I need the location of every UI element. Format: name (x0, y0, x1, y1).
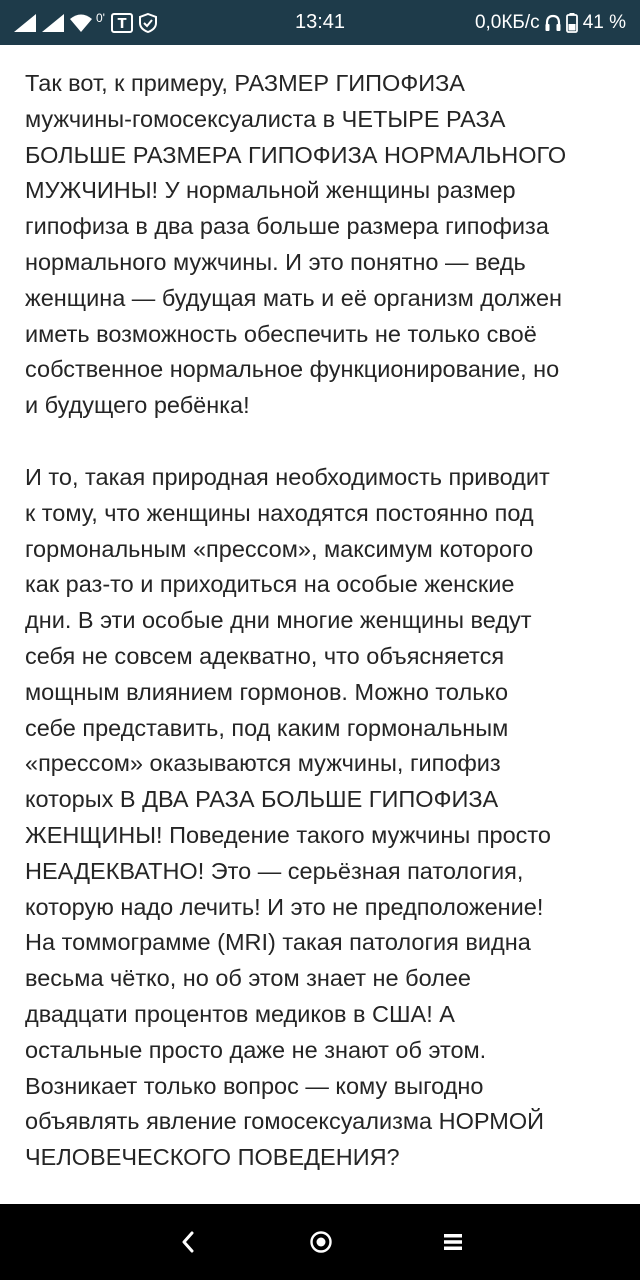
status-bar (0, 0, 640, 45)
battery-percent: 41 % (582, 11, 626, 33)
clock: 13:41 (294, 11, 346, 33)
recents-button[interactable] (423, 1204, 483, 1280)
article-paragraph: И то, такая природная необходимость приводит к тому, что женщины находятся постоянно под гормональным «прессом», максимум которого как раз-то и приходиться на особые женские дни. В эти особые дни многие женщины ведут себя не совсем адекватно, что объясняется мощным влиянием гормонов. Можно только себе представить, под каким гормональным «прессом» оказываются мужчины, гипофиз которых В ДВА РАЗА БОЛЬШЕ ГИПОФИЗА ЖЕНЩИНЫ! Поведение такого мужчины просто НЕАДЕКВАТНО! Это — серьёзная патология, которую надо лечить! И это не предположение! На томмограмме (MRI) такая патология видна весьма чётко, но об этом знает не более двадцати процентов медиков в США! А остальные просто даже не знают об этом. Возникает только вопрос — кому выгодно объявлять явление гомосексуализма НОРМОЙ ЧЕЛОВЕЧЕСКОГО ПОВЕДЕНИЯ? (25, 463, 551, 1171)
home-icon (309, 1230, 333, 1254)
status-icons-right (475, 0, 626, 45)
back-button[interactable] (158, 1204, 218, 1280)
back-chevron-icon (181, 1231, 195, 1253)
headphones-icon (545, 14, 561, 32)
svg-text:T: T (117, 16, 127, 32)
article-paragraph: Так вот, к примеру, РАЗМЕР ГИПОФИЗА мужчины-гомосексуалиста в ЧЕТЫРЕ РАЗА БОЛЬШЕ РАЗМЕРА ГИПОФИЗА НОРМАЛЬНОГО МУЖЧИНЫ! У нормальной женщины размер гипофиза в два раза больше размера гипофиза нормального мужчины. И это понятно — ведь женщина — будущая мать и её организм должен иметь возможность обеспечить не только своё собственное нормальное функционирование, но и будущего ребёнка! (25, 70, 567, 419)
navigation-bar (0, 1204, 640, 1280)
network-speed: 0,0КБ/с (474, 11, 540, 33)
article-body (25, 66, 625, 1212)
home-button[interactable] (291, 1204, 351, 1280)
battery-icon (566, 13, 578, 33)
notification-digit: 0' (96, 10, 105, 25)
recents-icon (443, 1233, 463, 1251)
